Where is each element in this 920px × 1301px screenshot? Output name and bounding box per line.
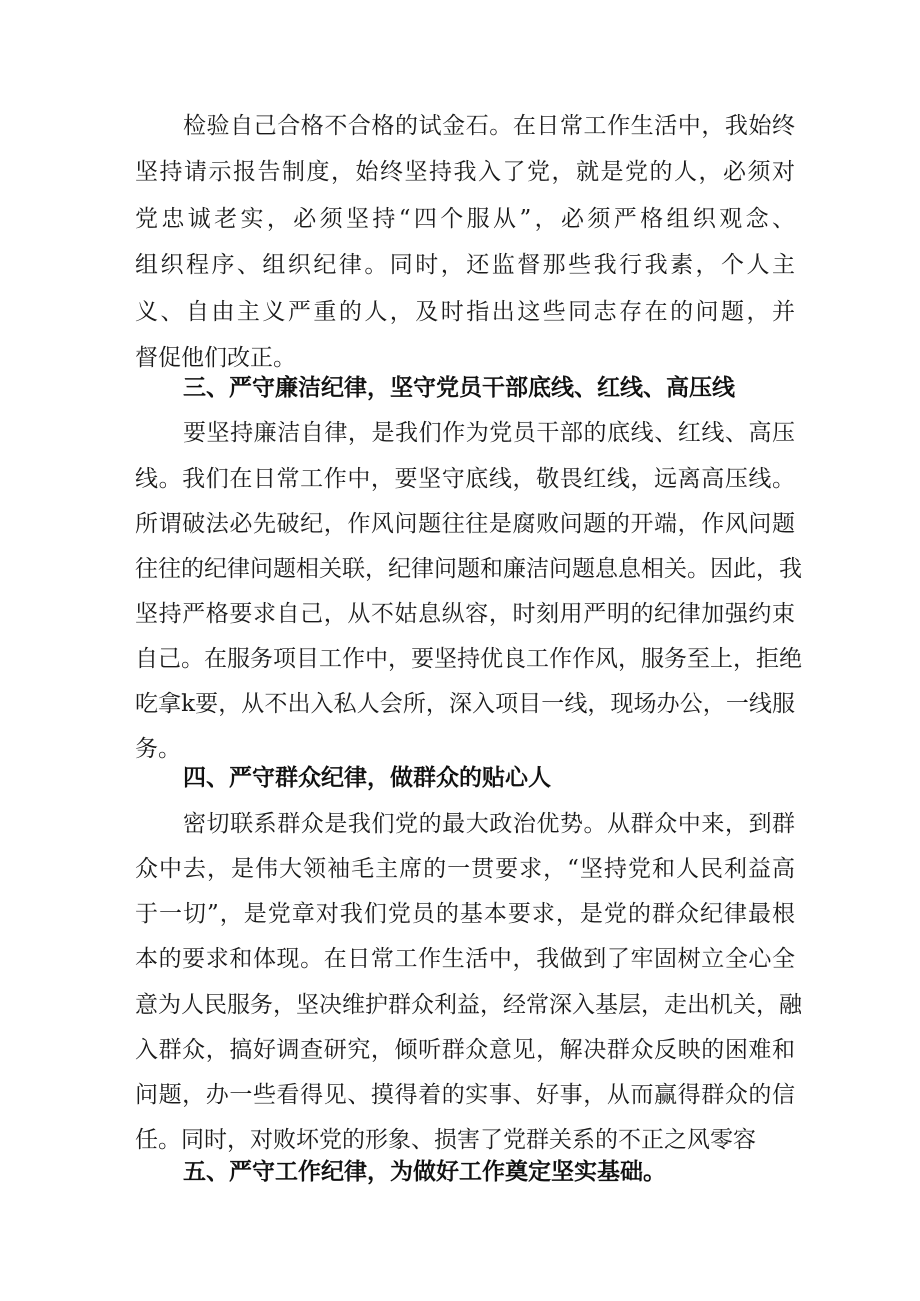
paragraph-line: 坚持严格要求自己，从不姑息纵容，时刻用严明的纪律加强约束 — [135, 601, 795, 627]
paragraph-line: 本的要求和体现。在日常工作生活中，我做到了牢固树立全心全 — [135, 946, 795, 972]
paragraph-line: 线。我们在日常工作中，要坚守底线，敬畏红线，远离高压线。 — [135, 466, 795, 492]
paragraph-line: 密切联系群众是我们党的最大政治优势。从群众中来，到群 — [183, 811, 795, 837]
paragraph-line: 往往的纪律问题相关联，纪律问题和廉洁问题息息相关。因此，我 — [135, 556, 802, 582]
paragraph-line: 问题，办一些看得见、摸得着的实事、好事，从而赢得群众的信 — [135, 1082, 795, 1108]
paragraph-line: 组织程序、组织纪律。同时，还监督那些我行我素，个人主 — [135, 252, 795, 278]
paragraph-line: 任。同时，对败坏党的形象、损害了党群关系的不正之风零容 — [135, 1127, 756, 1153]
section-heading-5: 五、严守工作纪律，为做好工作奠定坚实基础。 — [183, 1159, 666, 1185]
paragraph-line: 检验自己合格不合格的试金石。在日常工作生活中，我始终 — [183, 113, 795, 139]
paragraph-line: 众中去，是伟大领袖毛主席的一贯要求，“坚持党和人民利益高 — [135, 856, 795, 882]
paragraph-line: 入群众，搞好调查研究，倾听群众意见，解决群众反映的困难和 — [135, 1037, 795, 1063]
paragraph-line: 党忠诚老实，必须坚持“四个服从”，必须严格组织观念、 — [135, 206, 795, 232]
section-heading-4: 四、严守群众纪律，做群众的贴心人 — [183, 765, 551, 791]
paragraph-line: 自己。在服务项目工作中，要坚持优良工作作风，服务至上，拒绝 — [135, 646, 802, 672]
paragraph-line: 所谓破法必先破纪，作风问题往往是腐败问题的开端，作风问题 — [135, 511, 795, 537]
paragraph-line: 于一切”，是党章对我们党员的基本要求，是党的群众纪律最根 — [135, 901, 795, 927]
paragraph-line: 坚持请示报告制度，始终坚持我入了党，就是党的人，必须对 — [135, 159, 795, 185]
paragraph-line: 义、自由主义严重的人，及时指出这些同志存在的问题，并 — [135, 299, 795, 325]
paragraph-line: 意为人民服务，坚决维护群众利益，经常深入基层，走出机关，融 — [135, 992, 802, 1018]
paragraph-line: 要坚持廉洁自律，是我们作为党员干部的底线、红线、高压 — [183, 420, 795, 446]
paragraph-line: 务。 — [135, 736, 181, 762]
paragraph-line: 督促他们改正。 — [135, 345, 296, 371]
section-heading-3: 三、严守廉洁纪律，坚守党员干部底线、红线、高压线 — [183, 375, 735, 401]
paragraph-line: 吃拿k要，从不出入私人会所，深入项目一线，现场办公，一线服 — [135, 691, 795, 717]
